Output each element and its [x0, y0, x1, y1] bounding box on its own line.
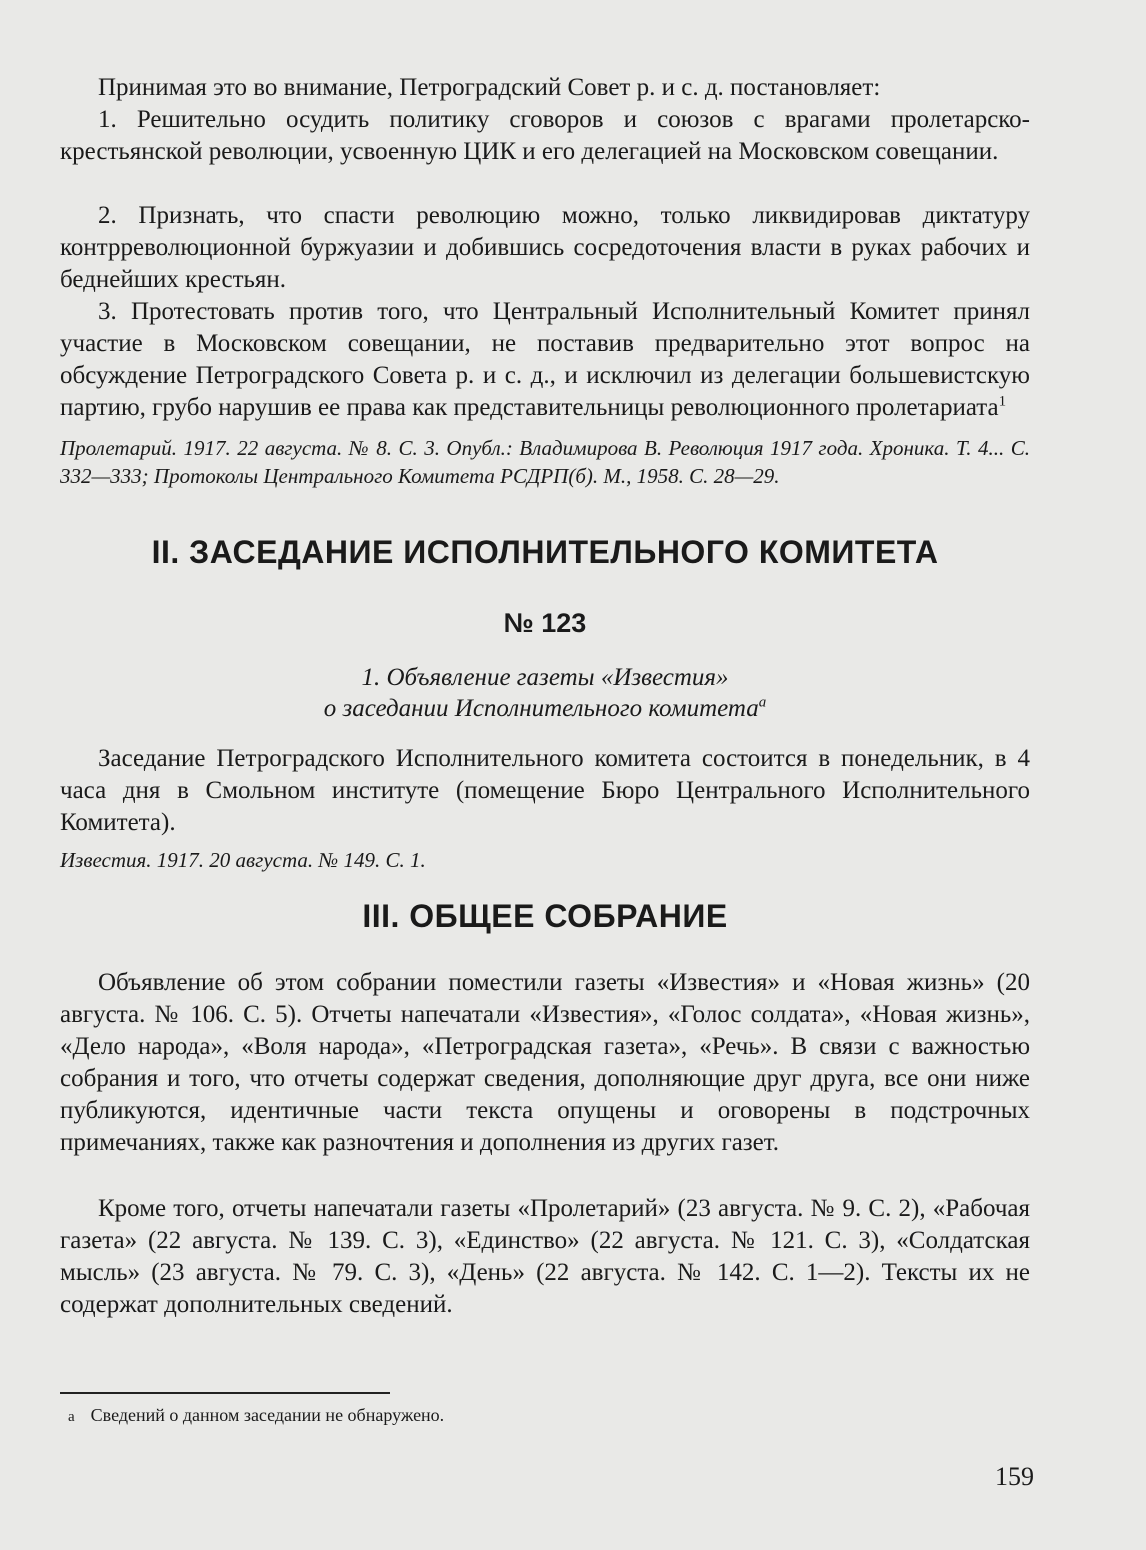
document-title-line-1: 1. Объявление газеты «Известия» — [361, 664, 729, 691]
paragraph-point-1: 1. Решительно осудить политику сговоров и союзов с врагами пролетарско-крестьянской революции, усвоенную ЦИК и его делегацией на Московском совещании. — [60, 106, 1030, 165]
section-2-text: Заседание Петроградского Исполнительного комитета состоится в понедельник, в 4 часа дня в Смольном институте (помещение Бюро Центрального Исполнительного Комитета). — [60, 745, 1030, 836]
page-number: 159 — [995, 1462, 1034, 1491]
footnote-text: Сведений о данном заседании не обнаружено. — [90, 1405, 445, 1425]
source-citation-2: Известия. 1917. 20 августа. № 149. С. 1. — [60, 848, 426, 872]
section-3-paragraph-2: Кроме того, отчеты напечатали газеты «Пролетарий» (23 августа. № 9. С. 2), «Рабочая газета» (22 августа. № 139. С. 3), «Единство» (22 августа. № 121. С. 3), «Солдатская мысль» (23 августа. № 79. С. 3), «День» (22 августа. № 142. С. 1—2). Тексты их не содержат дополнительных сведений. — [60, 1195, 1030, 1318]
section-2-heading: II. ЗАСЕДАНИЕ ИСПОЛНИТЕЛЬНОГО КОМИТЕТА — [151, 534, 939, 570]
paragraph-point-3-text: 3. Протестовать против того, что Центральный Исполнительный Комитет принял участие в Московском совещании, не поставив предварительно этот вопрос на обсуждение Петроградского Совета р. и с. д., и исключил из делегации большевистскую партию, грубо нарушив ее права как представительницы революционного пролетариата — [60, 298, 1030, 421]
document-number: № 123 — [503, 608, 587, 638]
footnote-ref-1: 1 — [998, 393, 1007, 410]
footnote — [68, 1403, 968, 1429]
section-3-heading: III. ОБЩЕЕ СОБРАНИЕ — [362, 898, 728, 934]
document-title-line-2-text: о заседании Исполнительного комитета — [323, 695, 759, 722]
paragraph-point-2: 2. Признать, что спасти революцию можно, только ликвидировав диктатуру контрреволюционной буржуазии и добившись сосредоточения власти в руках рабочих и беднейших крестьян. — [60, 202, 1030, 293]
paragraph-intro: Принимая это во внимание, Петроградский Совет р. и с. д. постановляет: — [98, 74, 881, 101]
footnote-ref-a: а — [758, 694, 767, 711]
footnote-divider — [60, 1392, 390, 1394]
paragraph-point-3 — [60, 296, 1030, 424]
footnote-mark: а — [68, 1409, 75, 1425]
document-title-line-2 — [60, 693, 1030, 725]
section-3-paragraph-1: Объявление об этом собрании поместили газеты «Известия» и «Новая жизнь» (20 августа. № 106. С. 5). Отчеты напечатали «Известия», «Голос солдата», «Новая жизнь», «Дело народа», «Воля народа», «Петроградская газета», «Речь». В связи с важностью собрания и того, что отчеты содержат сведения, дополняющие друг друга, все они ниже публикуются, идентичные части текста опущены и оговорены в подстрочных примечаниях, также как разночтения и дополнения из других газет. — [60, 969, 1030, 1156]
source-citation-1: Пролетарий. 1917. 22 августа. № 8. С. 3. Опубл.: Владимирова В. Революция 1917 года. Хроника. Т. 4... С. 332—333; Протоколы Центрального Комитета РСДРП(б). М., 1958. С. 28—29. — [60, 436, 1030, 488]
